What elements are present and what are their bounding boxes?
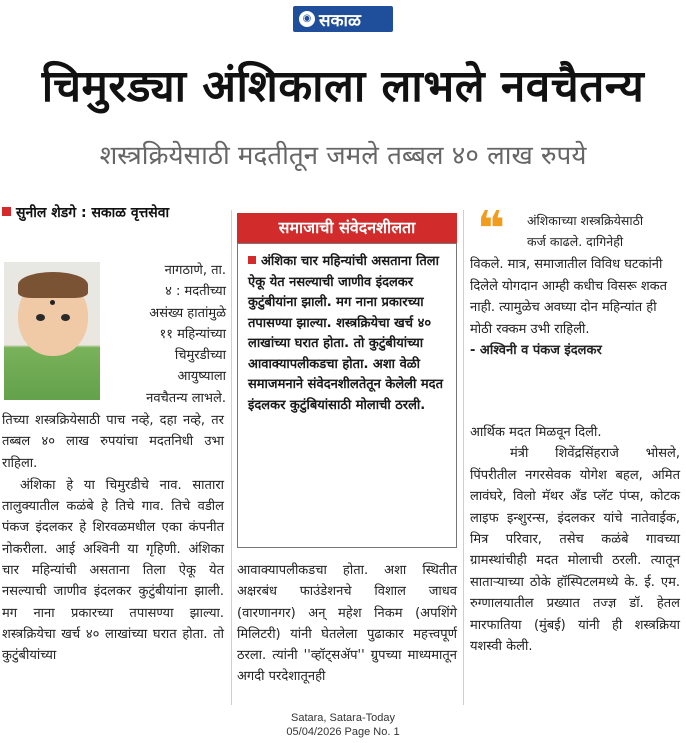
paragraph: आवाक्यापलीकडचा होता. अशा स्थितीत अक्षरबंध फाउंडेशनचे विशाल जाधव (वारणानगर) अन् महेश निकम (अपशिंगे मिलिटरी) यांनी घेतलेला पुढाकार महत्त्वपूर्ण ठरला. त्यांनी ''व्हॉट्सॲप'' ग्रुपच्या माध्यमातून अगदी परदेशातूनही [237, 563, 457, 685]
text-line: कर्ज काढले. दागिनेही [527, 234, 624, 249]
byline-text: सुनील शेडगे : सकाळ वृत्तसेवा [16, 205, 170, 221]
text-line: नवचैतन्य लाभले. [146, 390, 226, 406]
paragraph: आर्थिक मदत मिळवून दिली. [470, 425, 602, 440]
paragraph: तिच्या शस्त्रक्रियेसाठी पाच नव्हे, दहा नव्हे, तर तब्बल ४० लाख रुपयांचा मदतनिधी उभा राहिला. [2, 413, 224, 471]
bullet-square-icon [248, 256, 256, 264]
column3-body [470, 422, 680, 657]
logo-text: सकाळ [319, 10, 361, 31]
date-page-label: 05/04/2026 Page No. 1 [286, 726, 400, 738]
headline: चिमुरड्या अंशिकाला लाभले नवचैतन्य [41, 61, 645, 112]
text-line: आयुष्याला [177, 369, 226, 385]
paragraph: अंशिका हे या चिमुरडीचे नाव. सातारा तालुक्यातील कळंबे हे तिचे गाव. तिचे वडील पंकज इंदलकर हे शिरवळमधील एका कंपनीत नोकरीला. आई अश्विनी या गृहिणी. अंशिका चार महिन्यांची असताना तिला ऐकू येत नसल्याची जाणीव इंदलकर कुटुंबीयांना झाली. मग नाना प्रकारच्या तपासण्या झाल्या. शस्त्रक्रियेचा खर्च ४० लाखांच्या घरात होता. तो कुटुंबीयांच्या [2, 477, 224, 664]
column1-body [2, 410, 224, 667]
column2-body [237, 560, 457, 688]
quote-mark-icon: ❝ [477, 201, 506, 257]
quote-body [470, 254, 680, 362]
column-divider [231, 210, 232, 705]
column-divider [463, 210, 464, 705]
subheadline: शस्त्रक्रियेसाठी मदतीतून जमले तब्बल ४० लाख रुपये [99, 141, 587, 171]
quote-text: विकले. मात्र, समाजातील विविध घटकांनी दिलेले योगदान आम्ही कधीच विसरू शकत नाही. त्यामुळेच अवघ्या दोन महिन्यांत ही मोठी रक्कम उभी राहिली. [470, 257, 668, 337]
child-photo [4, 262, 100, 400]
logo-emblem-icon: ◉ [299, 11, 315, 27]
quote-first-lines [527, 210, 677, 252]
newspaper-logo [293, 6, 393, 32]
box-content [237, 243, 457, 548]
byline [2, 203, 169, 222]
quote-attribution: - अश्विनी व पंकज इंदलकर [470, 343, 602, 358]
text-line: असंख्य हातांमुळे [149, 305, 226, 321]
box-title: समाजाची संवेदनशीलता [237, 213, 457, 243]
column1-intro [108, 260, 226, 409]
text-line: अंशिकाच्या शस्त्रक्रियेसाठी [527, 213, 644, 228]
edition-label: Satara, Satara-Today [291, 712, 395, 724]
text-line: नागठाणे, ता. [164, 263, 226, 278]
page-footer [0, 711, 686, 739]
text-line: ११ महिन्यांच्या [159, 326, 226, 342]
box-text: अंशिका चार महिन्यांची असताना तिला ऐकू येत नसल्याची जाणीव इंदलकर कुटुंबीयांना झाली. मग नाना प्रकारच्या तपासण्या झाल्या. शस्त्रक्रियेचा खर्च ४० लाखांच्या घरात होता. तो कुटुंबीयांच्या आवाक्यापलीकडचा होता. अशा वेळी समाजमनाने संवेदनशीलतेतून केलेली मदत इंदलकर कुटुंबियांसाठी मोलाची ठरली. [248, 254, 443, 413]
bullet-square-icon [2, 207, 11, 216]
paragraph: मंत्री शिवेंद्रसिंहराजे भोसले, पिंपरीतील नगरसेवक योगेश बहल, अमित लावंघरे, विलो मॅथर अँड प्लॅट पंप्स, कोटक लाइफ इन्शुरन्स, इंदलकर यांचे नातेवाईक, मित्र परिवार, तसेच कळंबे गावच्या ग्रामस्थांचीही मदत मोलाची ठरली. त्यातून साताऱ्याच्या ठोके हॉस्पिटलमध्ये के. ई. एम. रुग्णालयातील प्रख्यात तज्ज्ञ डॉ. हेतल मारफातिया (मुंबई) यांनी ही शस्त्रक्रिया यशस्वी केली. [470, 446, 680, 655]
text-line: चिमुरडीच्या [174, 348, 226, 364]
text-line: ४ : मदतीच्या [165, 284, 226, 300]
